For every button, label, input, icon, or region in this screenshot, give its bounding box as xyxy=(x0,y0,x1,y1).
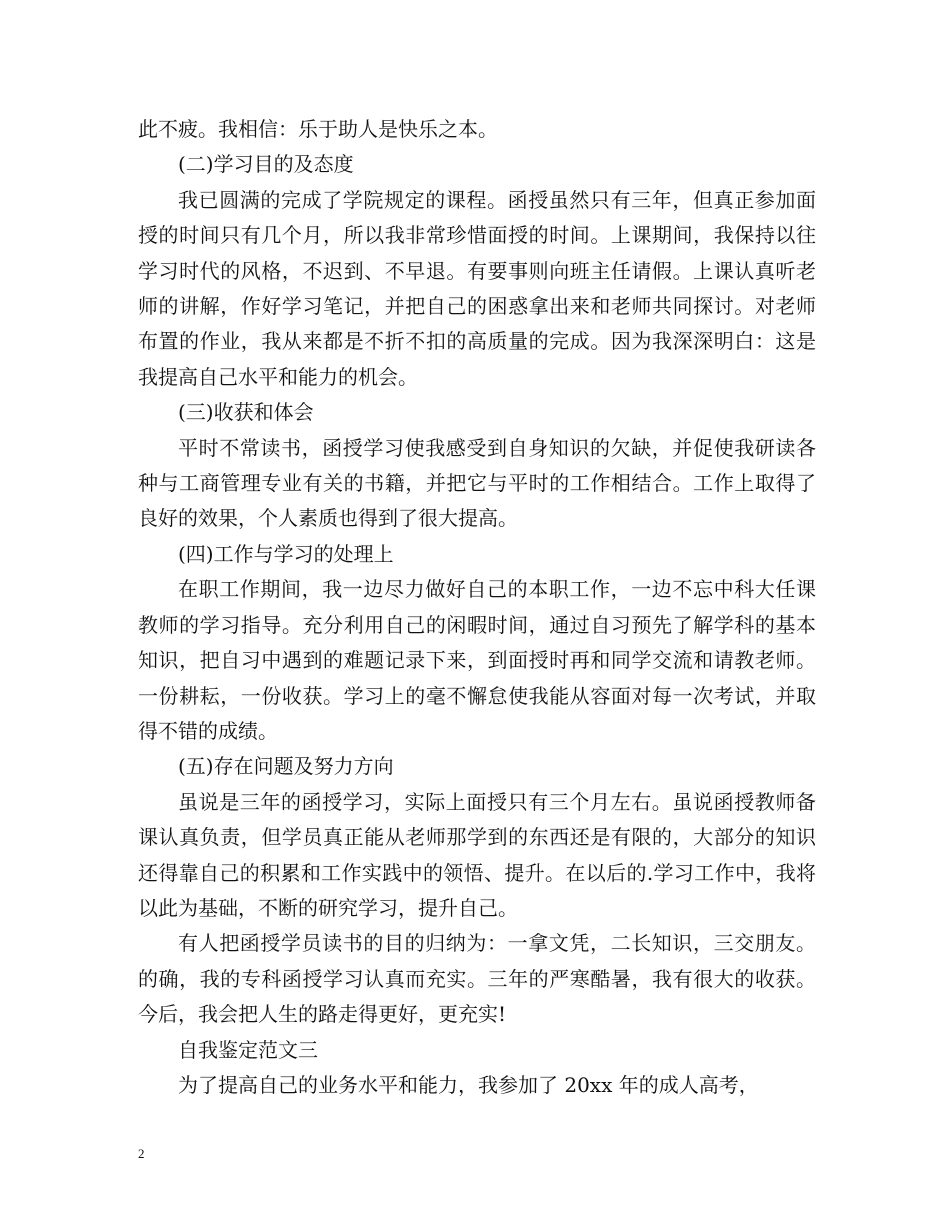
heading-sample-three: 自我鉴定范文三 xyxy=(178,1037,318,1062)
section-heading-work-study: (四)工作与学习的处理上 xyxy=(178,541,394,566)
paragraph-work-study: 在职工作期间，我一边尽力做好自己的本职工作，一边不忘中科大任课教师的学习指导。充分利用自己的闲暇时间，通过自习预先了解学科的基本知识，把自习中遇到的难题记录下来，到面授时再和同学交流和请教老师。一份耕耘，一份收获。学习上的毫不懈怠使我能从容面对每一次考试，并取得不错的成绩。 xyxy=(138,577,816,743)
paragraph-study-attitude: 我已圆满的完成了学院规定的课程。函授虽然只有三年，但真正参加面授的时间只有几个月，所以我非常珍惜面授的时间。上课期间，我保持以往学习时代的风格，不迟到、不早退。有要事则向班主任请假。上课认真听老师的讲解，作好学习笔记，并把自己的困惑拿出来和老师共同探讨。对老师布置的作业，我从来都是不折不扣的高质量的完成。因为我深深明白：这是我提高自己水平和能力的机会。 xyxy=(138,187,816,389)
document-body xyxy=(138,112,816,1103)
paragraph-sample-three-start: 为了提高自己的业务水平和能力，我参加了 20xx 年的成人高考， xyxy=(178,1072,759,1097)
paragraph-gains: 平时不常读书，函授学习使我感受到自身知识的欠缺，并促使我研读各种与工商管理专业有关的书籍，并把它与平时的工作相结合。工作上取得了良好的效果，个人素质也得到了很大提高。 xyxy=(138,435,816,531)
section-heading-problems: (五)存在问题及努力方向 xyxy=(178,754,394,779)
section-heading-gains: (三)收获和体会 xyxy=(178,400,314,425)
paragraph-continuation: 此不疲。我相信：乐于助人是快乐之本。 xyxy=(138,117,498,141)
section-heading-study-purpose: (二)学习目的及态度 xyxy=(178,152,354,177)
paragraph-conclusion: 有人把函授学员读书的目的归纳为：一拿文凭，二长知识，三交朋友。的确，我的专科函授学习认真而充实。三年的严寒酷暑，我有很大的收获。今后，我会把人生的路走得更好，更充实! xyxy=(138,931,816,1027)
page-number: 2 xyxy=(138,1146,145,1161)
paragraph-problems: 虽说是三年的函授学习，实际上面授只有三个月左右。虽说函授教师备课认真负责，但学员真正能从老师那学到的东西还是有限的，大部分的知识还得靠自己的积累和工作实践中的领悟、提升。在以后的.学习工作中，我将以此为基础，不断的研究学习，提升自己。 xyxy=(138,789,816,920)
